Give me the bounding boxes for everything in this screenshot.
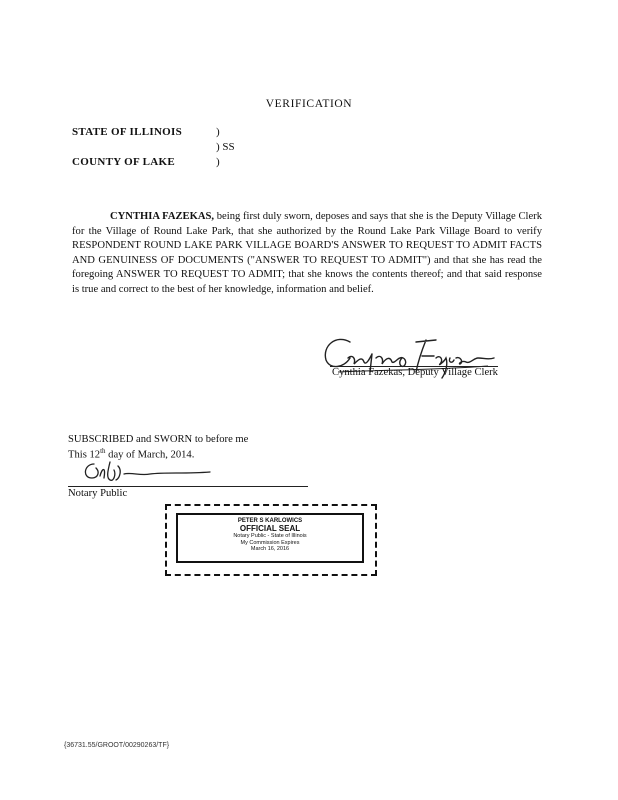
caption-county: COUNTY OF LAKE — [72, 156, 176, 168]
seal-expiry-date: March 16, 2016 — [250, 546, 290, 552]
caption-paren-ss: ) SS — [216, 141, 235, 153]
notary-seal — [176, 513, 364, 563]
affiant-name: CYNTHIA FAZEKAS, — [110, 211, 215, 222]
jurat-line-1: SUBSCRIBED and SWORN to before me — [68, 434, 249, 445]
verification-paragraph — [72, 210, 542, 298]
seal-title: OFFICIAL SEAL — [239, 524, 301, 533]
document-footer-id: {36731.55/GROOT/00290263/TF} — [64, 742, 170, 749]
seal-commission-line: My Commission Expires — [240, 539, 300, 546]
signer-printed-name: Cynthia Fazekas, Deputy Village Clerk — [332, 367, 498, 378]
jurat-line-2: This 12th day of March, 2014. — [68, 447, 195, 461]
seal-notary-name: PETER S KARLOWICS — [237, 518, 303, 524]
clerk-signature — [318, 328, 498, 390]
notary-public-label: Notary Public — [68, 488, 128, 499]
caption-paren-top: ) — [216, 126, 220, 138]
seal-state-line: Notary Public - State of Illinois — [233, 533, 307, 539]
document-title: VERIFICATION — [265, 98, 353, 110]
notary-signature — [80, 456, 220, 488]
caption-state: STATE OF ILLINOIS — [72, 126, 183, 138]
caption-paren-bottom: ) — [216, 156, 220, 168]
notary-signature-line — [68, 486, 308, 487]
verification-text: being first duly sworn, deposes and says that she is the Deputy Village Clerk for the Village of Round Lake Park, that she authorized by the Round Lake Park Village Board to verify RESPONDENT ROUND LAKE PARK VILLAGE BOARD'S ANSWER TO REQUEST TO ADMIT FACTS AND GENUINESS OF DOCUMENTS ("ANSWER TO REQUEST TO ADMIT") and that she has read the foregoing ANSWER TO REQUEST TO ADMIT; that she knows the contents thereof; and that said response is true and correct to the best of her knowledge, information and belief. — [72, 211, 542, 295]
